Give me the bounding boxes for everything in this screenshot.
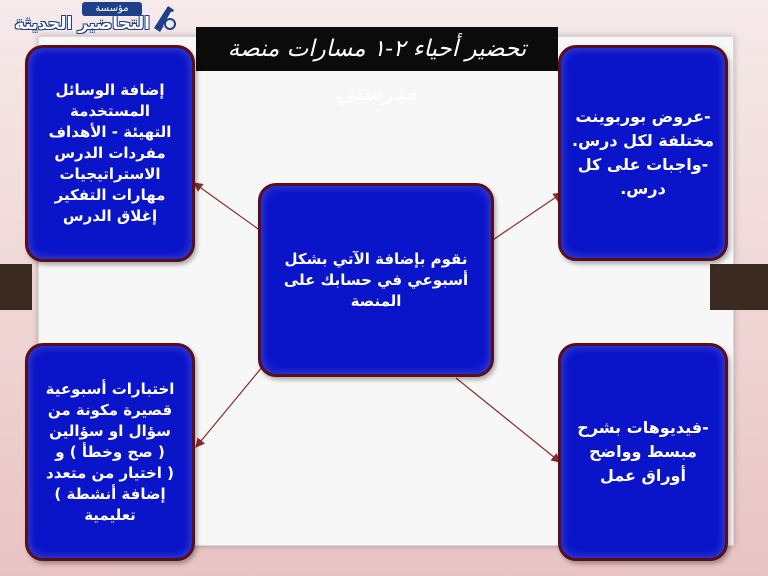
box-line: أوراق عمل	[600, 466, 686, 485]
box-line: الاستراتيجيات	[59, 165, 161, 183]
box-line: المنصة	[350, 291, 402, 310]
box-line: مختلفة لكل درس.	[571, 131, 715, 150]
box-line: ( اختيار من متعدد	[46, 463, 175, 482]
box-line: المستخدمة	[69, 102, 151, 120]
box-line: تعليمية	[84, 505, 136, 524]
box-line: ( صح وخطأ ) و	[55, 442, 165, 461]
box-line: نقوم بإضافة الآتي بشكل	[284, 249, 468, 268]
box-line: درس.	[620, 179, 666, 198]
box-bottom-right	[558, 343, 728, 561]
box-line: -فيديوهات بشرح	[577, 418, 709, 437]
logo-main-text: التحاضير الحديثة	[14, 14, 150, 34]
box-line: مهارات التفكير	[54, 186, 166, 204]
box-line: قصيرة مكونة من	[47, 400, 173, 419]
box-line: سؤال او سؤالين	[49, 421, 171, 440]
pen-pencil-icon	[150, 2, 178, 32]
box-line: إضافة الوسائل	[55, 81, 165, 99]
box-line: -عروض بوربوينت	[575, 107, 711, 126]
box-line: إضافة أنشطة )	[54, 484, 166, 503]
box-line: إغلاق الدرس	[62, 207, 158, 225]
box-line: اختبارات أسبوعية	[45, 379, 175, 398]
box-bottom-left	[25, 343, 195, 561]
box-top-right	[558, 45, 728, 261]
left-side-bar	[0, 264, 32, 310]
logo	[0, 0, 180, 40]
box-top-left	[25, 45, 195, 262]
right-side-bar	[710, 264, 768, 310]
page-title: تحضير أحياء ٢-١ مسارات منصة مدرستي	[196, 27, 558, 71]
box-center	[258, 183, 494, 377]
box-line: أسبوعي في حسابك على	[283, 270, 469, 289]
box-line: مفردات الدرس	[54, 144, 166, 162]
box-line: مبسط وواضح	[589, 442, 697, 461]
logo-top-text: مؤسسة	[82, 2, 142, 16]
box-line: -واجبات على كل	[577, 155, 709, 174]
box-line: التهيئة - الأهداف	[48, 123, 172, 141]
